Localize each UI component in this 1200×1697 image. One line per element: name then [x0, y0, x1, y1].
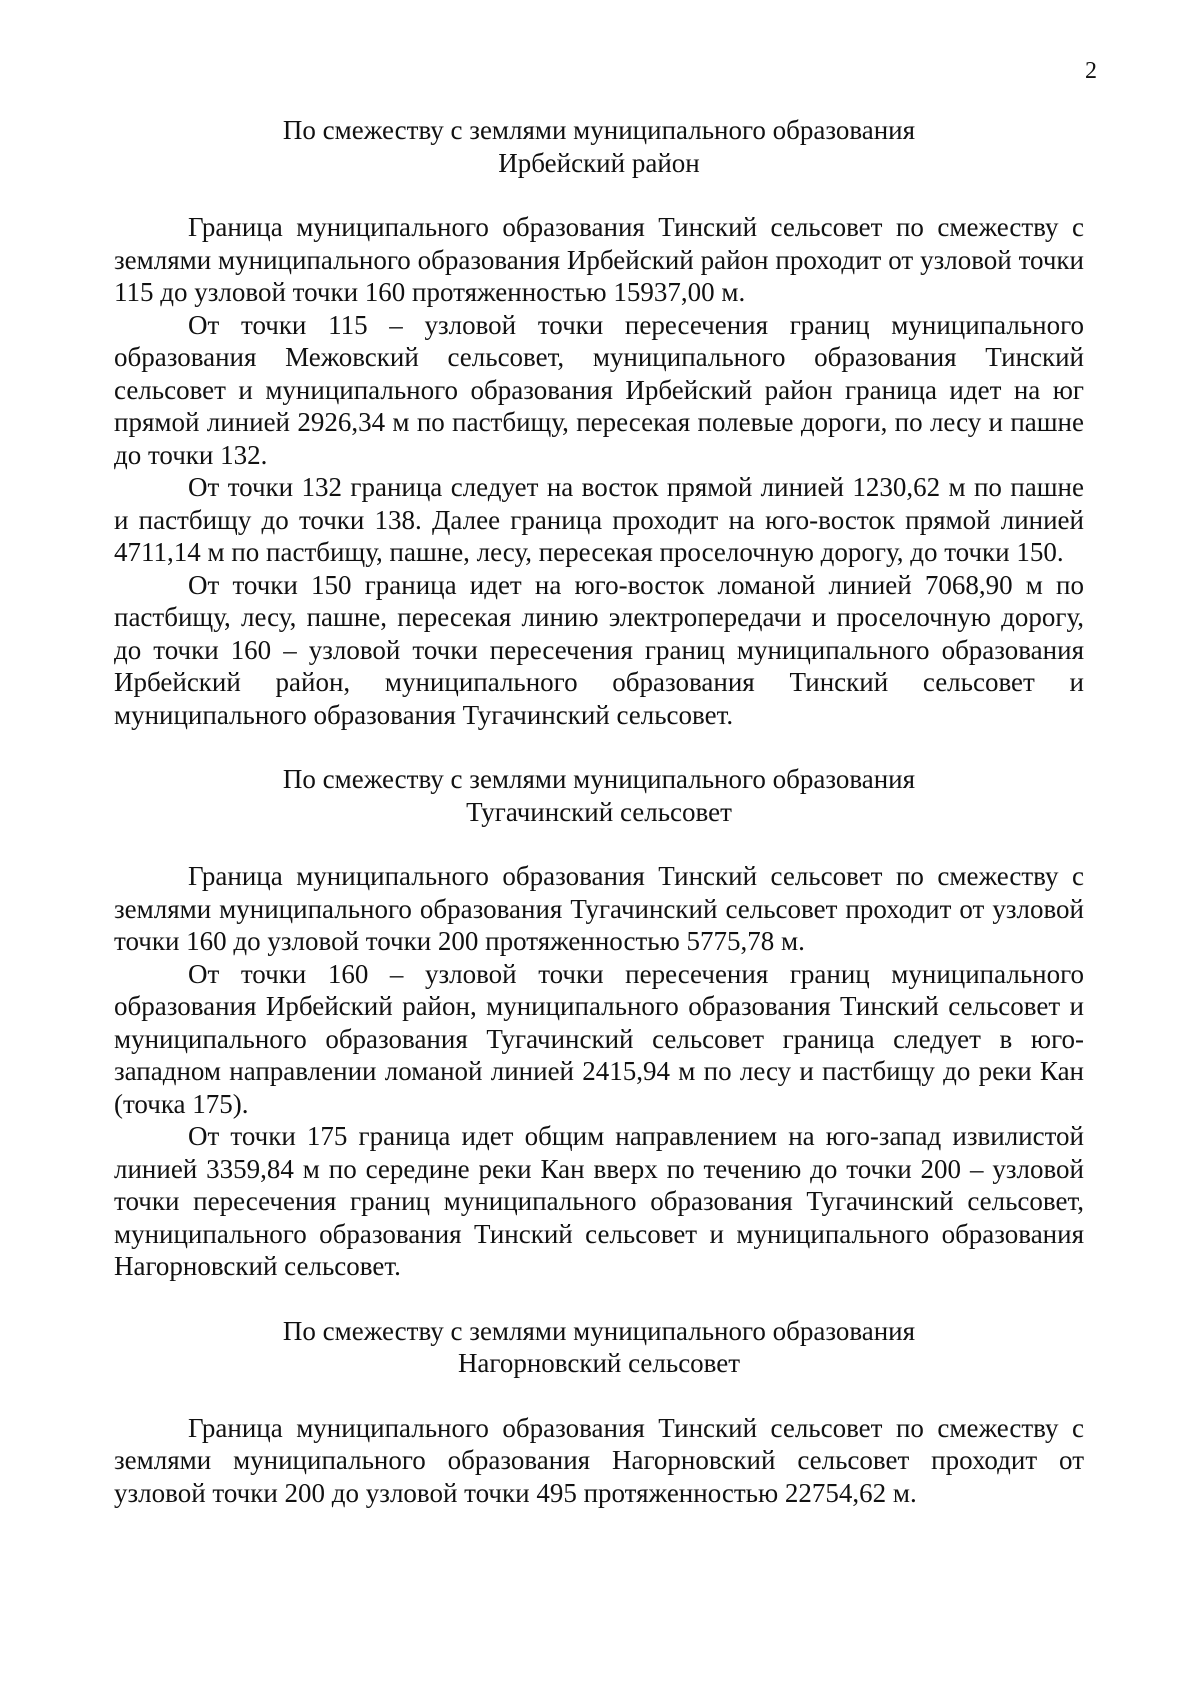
- section-tugachinsky: [114, 763, 1084, 1283]
- paragraph: От точки 175 граница идет общим направлением на юго-запад извилистой линией 3359,84 м по середине реки Кан вверх по течению до точки 200 – узловой точки пересечения границ муниципального образования Тугачинский сельсовет, муниципального образования Тинский сельсовет и муниципального образования Нагорновский сельсовет.: [114, 1121, 1084, 1281]
- paragraph: От точки 150 граница идет на юго-восток ломаной линией 7068,90 м по пастбищу, лесу, пашне, пересекая линию электропередачи и проселочную дорогу, до точки 160 – узловой точки пересечения границ муниципального образования Ирбейский район, муниципального образования Тинский сельсовет и муниципального образования Тугачинский сельсовет.: [114, 569, 1084, 730]
- section-heading: [114, 763, 1084, 828]
- section-heading-name: Ирбейский район: [498, 147, 700, 178]
- paragraph: Граница муниципального образования Тинский сельсовет по смежеству с землями муниципального образования Нагорновский сельсовет проходит от узловой точки 200 до узловой точки 495 протяженностью 22754,62 м.: [114, 1412, 1084, 1508]
- paragraph: От точки 132 граница следует на восток прямой линией 1230,62 м по пашне и пастбищу до точки 138. Далее граница проходит на юго-восток прямой линией 4711,14 м по пастбищу, пашне, лесу, пересекая проселочную дорогу, до точки 150.: [114, 472, 1084, 567]
- section-heading: [114, 114, 1084, 179]
- section-irbeysky: [114, 114, 1084, 731]
- section-heading: [114, 1315, 1084, 1380]
- section-nagornovsky: [114, 1315, 1084, 1510]
- paragraph: Граница муниципального образования Тинский сельсовет по смежеству с землями муниципального образования Тугачинский сельсовет проходит от узловой точки 160 до узловой точки 200 протяженностью 5775,78 м.: [114, 861, 1084, 956]
- section-heading-name: Тугачинский сельсовет: [466, 796, 732, 827]
- section-heading-name: Нагорновский сельсовет: [457, 1348, 741, 1378]
- section-heading-line: По смежеству с землями муниципального образования: [282, 764, 916, 794]
- paragraph: От точки 160 – узловой точки пересечения границ муниципального образования Ирбейский район, муниципального образования Тинский сельсовет и муниципального образования Тугачинский сельсовет граница следует в юго-западном направлении ломаной линией 2415,94 м по лесу и пастбищу до реки Кан (точка 175).: [114, 958, 1084, 1119]
- paragraph: От точки 115 – узловой точки пересечения границ муниципального образования Межовский сельсовет, муниципального образования Тинский сельсовет и муниципального образования Ирбейский район граница идет на юг прямой линией 2926,34 м по пастбищу, пересекая полевые дороги, по лесу и пашне до точки 132.: [114, 309, 1084, 470]
- document-body: [114, 114, 1084, 1509]
- page-number: 2: [1085, 58, 1097, 84]
- section-heading-line: По смежеству с землями муниципального образования: [282, 1315, 916, 1346]
- paragraph: Граница муниципального образования Тинский сельсовет по смежеству с землями муниципального образования Ирбейский район проходит от узловой точки 115 до узловой точки 160 протяженностью 15937,00 м.: [114, 212, 1084, 307]
- section-heading-line: По смежеству с землями муниципального образования: [282, 115, 916, 145]
